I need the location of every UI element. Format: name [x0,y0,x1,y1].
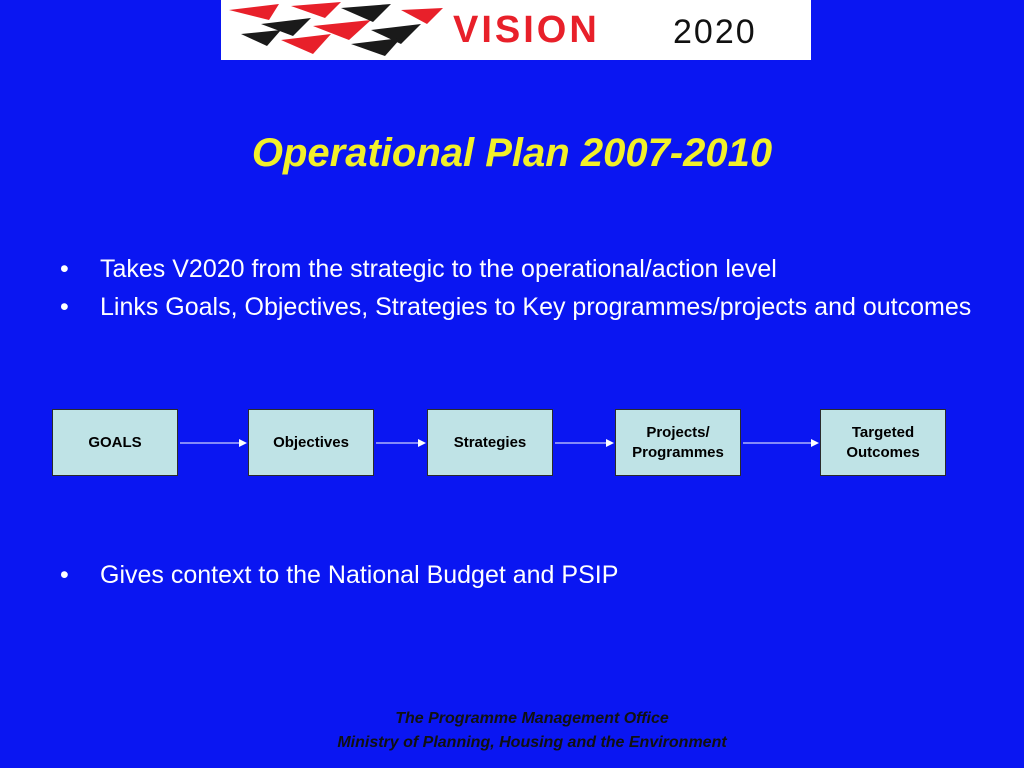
bullet-dot: • [60,293,69,321]
flow-box-goals: GOALS [52,409,178,476]
flow-box-strategies: Strategies [427,409,553,476]
flow-box-objectives: Objectives [248,409,374,476]
footer-office: The Programme Management Office [395,710,669,727]
bullet-text: Links Goals, Objectives, Strategies to Key programmes/projects and outcomes [100,293,972,321]
flow-box-projects-programmes: Projects/ Programmes [615,409,741,476]
bullet-list-bottom [56,558,986,596]
bullet-list-top [56,252,986,328]
logo-arrows-graphic [221,0,451,60]
bullet-item [56,290,986,324]
bullet-dot: • [60,561,69,589]
bullet-text: Takes V2020 from the strategic to the operational/action level [100,255,777,283]
flow-box-targeted-outcomes: Targeted Outcomes [820,409,946,476]
bullet-item [56,558,986,592]
slide-title: Operational Plan 2007-2010 [251,131,773,175]
footer-ministry: Ministry of Planning, Housing and the Environment [337,734,727,751]
logo-year: 2020 [673,13,757,51]
logo-word: VISION [453,9,600,51]
footer [0,707,1024,755]
bullet-dot: • [60,255,69,283]
vision-2020-logo [221,0,811,60]
bullet-item [56,252,986,286]
bullet-text: Gives context to the National Budget and PSIP [100,561,619,589]
